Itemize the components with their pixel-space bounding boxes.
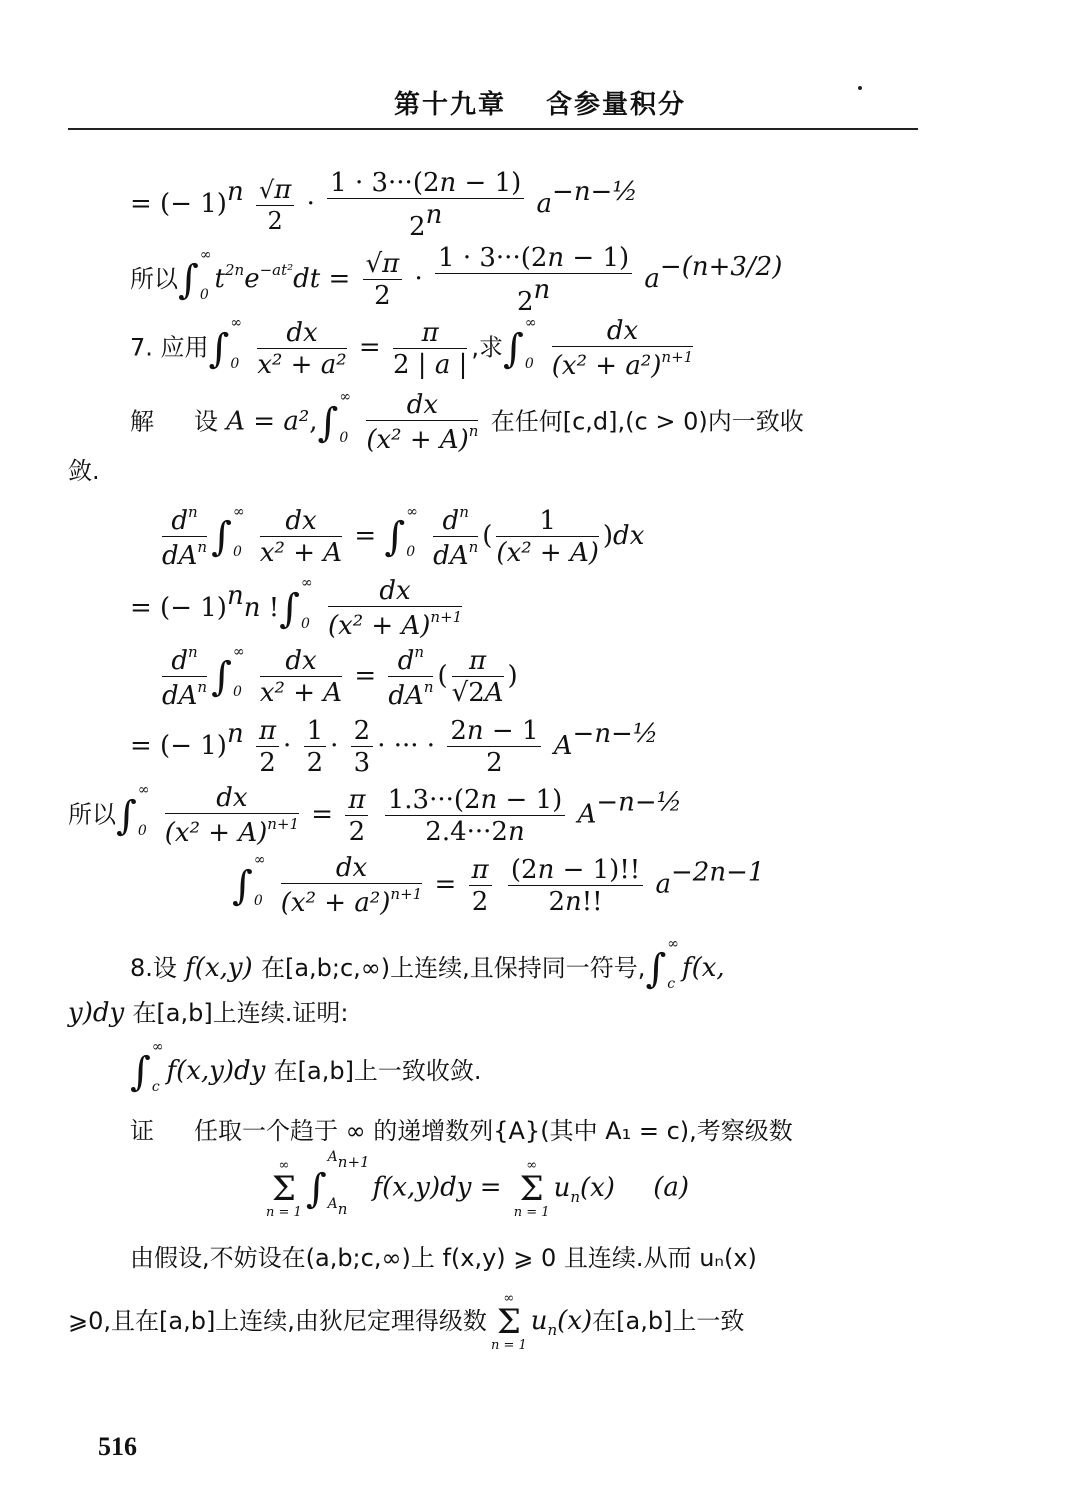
- problem-8-cont: y)dy 在[a,b]上连续.证明:: [68, 998, 349, 1028]
- problem-7: 7. 应用∫ ∞ 0 $\frac{dx}{\text{x² + a²}}$ = $\frac{\pi}{2 | a |}$ ,求∫ ∞ 0 $\frac{dx}{(x^2 + a^2)^{n+1}}$: [130, 315, 694, 381]
- header-rule: [68, 128, 918, 130]
- equation-line-4: = (− 1)$^n$n !∫ ∞ 0 $\frac{dx}{(x^2 + A)^{n+1}}$: [130, 575, 463, 641]
- equation-line-5: $\frac{d^n}{dA^n}$ ∫ ∞ 0 $\frac{dx}{\text{x² + A}}$ = $\frac{d^n}{dA^n}$ ( $\frac{\pi}{√2A}$ ): [162, 643, 518, 711]
- proof-line-3: ⩾0,且在[a,b]上连续,由狄尼定理得级数 ∞ Σ n = 1 $u_n(x)$在[a,b]上一致: [68, 1291, 745, 1353]
- problem-8: 8.设 f(x,y) 在[a,b;c,∞)上连续,且保持同一符号,∫ ∞ c f(x,: [130, 936, 725, 993]
- printing-speck: [858, 86, 862, 90]
- proof-intro: 证 任取一个趋于 ∞ 的递增数列{A}(其中 A₁ = c),考察级数: [130, 1117, 793, 1145]
- running-header: [0, 84, 1080, 121]
- equation-line-7: 所以∫ ∞ 0 $\frac{dx}{(x^2 + A)^{n+1}}$ = $\frac{\pi}{2}$ $\frac{1.3\cdot\cdot\cdot(2n - 1)}{2.4\cdot\cdot\cdot 2n}$ $A^{-n-\frac{1}{2}}$: [68, 782, 682, 848]
- equation-line-3: $\frac{d^n}{dA^n}$ ∫ ∞ 0 $\frac{dx}{\text{x² + A}}$ = ∫ ∞ 0 $\frac{d^n}{dA^n}$ ( $\frac{1}{\text{(x² + A)}}$ )dx: [162, 503, 645, 571]
- proof-line-2: 由假设,不妨设在(a,b;c,∞)上 f(x,y) ⩾ 0 且连续.从而 uₙ(x): [130, 1244, 757, 1272]
- problem-8-claim: ∫ ∞ c f(x,y)dy 在[a,b]上一致收敛.: [130, 1039, 482, 1096]
- equation-line-1: = (− 1)$^n$ $\frac{√\pi}{2}$ · $\frac{1 \cdot 3\cdot\cdot\cdot(2n - 1)}{2^n}$ $a^{-n-\frac{1}{2}}$: [130, 168, 638, 242]
- equation-line-8: ∫ ∞ 0 $\frac{dx}{(x^2 + a^2)^{n+1}}$ = $\frac{\pi}{2}$ $\frac{(2n - 1)!!}{2n!!}$ $a^{-2n-1}$: [232, 852, 765, 918]
- solution-intro-cont: 敛.: [68, 457, 100, 485]
- solution-intro: 解 设 A = a²,∫ ∞ 0 $\frac{dx}{(x^2 + A)^n}$ 在任何[c,d],(c > 0)内一致收: [130, 389, 804, 455]
- page-number: 516: [98, 1432, 137, 1461]
- chapter-number: 第十九章: [393, 90, 506, 120]
- equation-line-6: = (− 1)$^n$ $\frac{\pi}{2}$ · $\frac{1}{2}$ · $\frac{2}{3}$ · ··· · $\frac{2n - 1}{2}$ $A^{-n-\frac{1}{2}}$: [130, 716, 659, 778]
- equation-line-2: 所以∫ ∞ 0 $t^{2n}e^{-at^2}dt$ = $\frac{√\pi}{2}$ · $\frac{1 \cdot 3\cdot\cdot\cdot(2n - 1)}{2^n}$ $a^{-(n+3/2)}$: [130, 243, 783, 317]
- chapter-title: 含参量积分: [546, 90, 687, 120]
- series-equation: ∞ Σ n = 1 ∫ $A_{n+1}$ $A_n$ f(x,y)dy = ∞ Σ n = 1 $u_n(x)$ (a): [266, 1149, 689, 1220]
